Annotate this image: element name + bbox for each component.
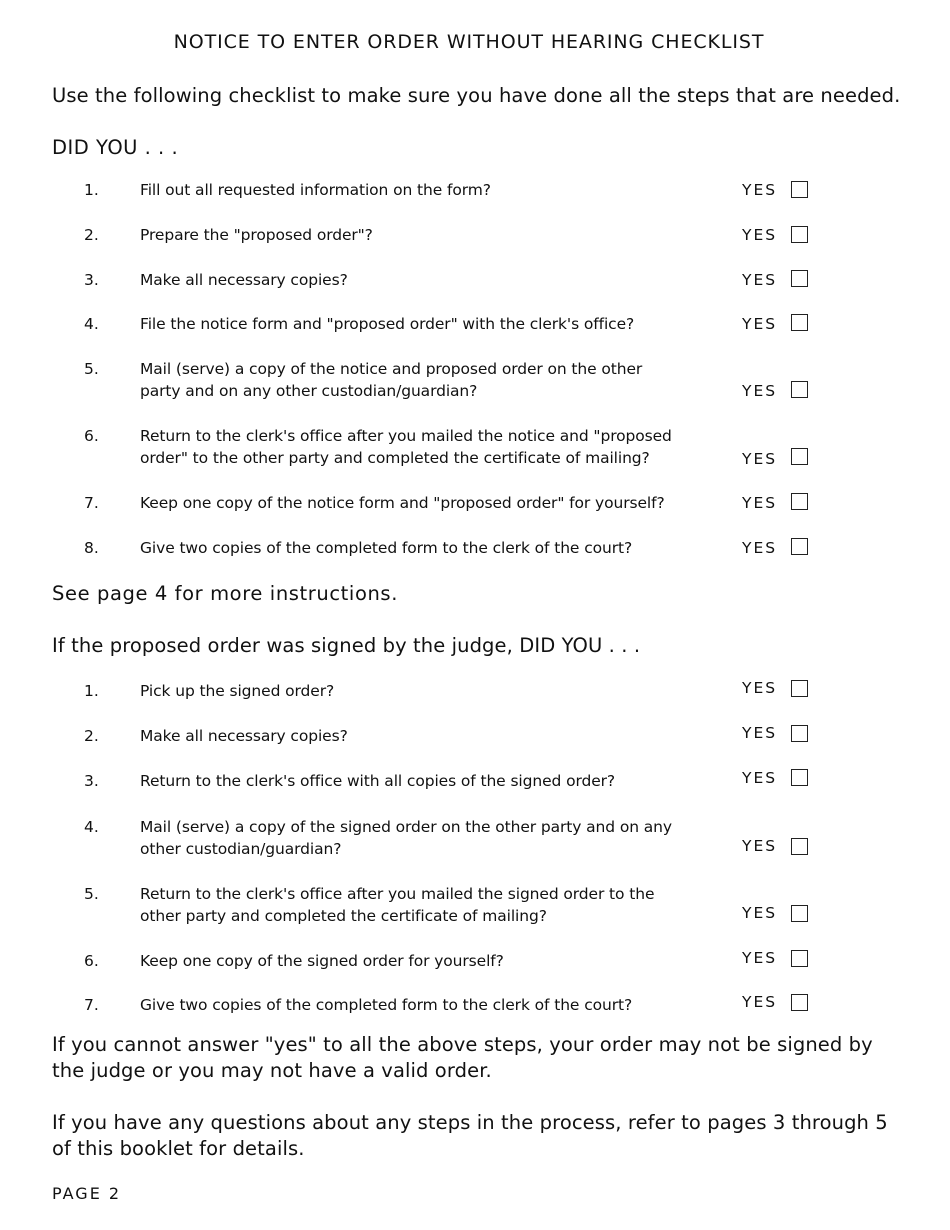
page-title: NOTICE TO ENTER ORDER WITHOUT HEARING CHECKLIST: [173, 31, 765, 53]
yes-checkbox[interactable]: [791, 838, 808, 855]
yes-label: YES: [742, 949, 778, 967]
cannot-answer-note: If you cannot answer "yes" to all the above steps, your order may not be signed by the judge or you may not have a valid order.: [52, 1033, 873, 1082]
yes-checkbox[interactable]: [791, 950, 808, 967]
questions-note: If you have any questions about any steps in the process, refer to pages 3 through 5 of this booklet for details.: [52, 1111, 888, 1160]
yes-checkbox[interactable]: [791, 769, 808, 786]
yes-label: YES: [742, 539, 778, 557]
item-number: 6.: [84, 427, 99, 445]
yes-label: YES: [742, 382, 778, 400]
yes-checkbox[interactable]: [791, 314, 808, 331]
yes-checkbox[interactable]: [791, 381, 808, 398]
yes-label: YES: [742, 271, 778, 289]
checklist-item: [0, 537, 938, 577]
checklist-item: [0, 816, 938, 866]
see-page-note: See page 4 for more instructions.: [52, 582, 398, 605]
yes-checkbox[interactable]: [791, 538, 808, 555]
yes-label: YES: [742, 769, 778, 787]
item-number: 7.: [84, 996, 99, 1014]
checklist-item: [0, 770, 938, 810]
item-number: 2.: [84, 727, 99, 745]
checklist-item: [0, 425, 938, 475]
yes-label: YES: [742, 679, 778, 697]
checklist-item: [0, 224, 938, 264]
yes-label: YES: [742, 904, 778, 922]
item-number: 8.: [84, 539, 99, 557]
intro-text: Use the following checklist to make sure you have done all the steps that are needed.: [52, 84, 901, 107]
item-number: 4.: [84, 818, 99, 836]
item-text: Make all necessary copies?: [140, 271, 348, 289]
item-number: 2.: [84, 226, 99, 244]
checklist-item: [0, 994, 938, 1034]
item-number: 3.: [84, 772, 99, 790]
item-text: Prepare the "proposed order"?: [140, 226, 373, 244]
item-text: Give two copies of the completed form to the clerk of the court?: [140, 539, 633, 557]
yes-checkbox[interactable]: [791, 270, 808, 287]
item-number: 1.: [84, 682, 99, 700]
item-text: Return to the clerk's office after you mailed the signed order to the other party and completed the certificate of mailing?: [140, 885, 655, 925]
item-number: 5.: [84, 360, 99, 378]
yes-label: YES: [742, 226, 778, 244]
item-number: 5.: [84, 885, 99, 903]
checklist-item: [0, 492, 938, 532]
yes-checkbox[interactable]: [791, 226, 808, 243]
checklist-item: [0, 269, 938, 309]
yes-checkbox[interactable]: [791, 905, 808, 922]
yes-checkbox[interactable]: [791, 448, 808, 465]
yes-checkbox[interactable]: [791, 725, 808, 742]
checklist-item: [0, 883, 938, 933]
checklist-item: [0, 950, 938, 990]
yes-checkbox[interactable]: [791, 181, 808, 198]
item-text: Return to the clerk's office after you mailed the notice and "proposed order" to the other party and completed the certificate of mailing?: [140, 427, 672, 467]
yes-label: YES: [742, 993, 778, 1011]
yes-label: YES: [742, 837, 778, 855]
item-text: File the notice form and "proposed order" with the clerk's office?: [140, 315, 635, 333]
item-number: 1.: [84, 181, 99, 199]
yes-label: YES: [742, 181, 778, 199]
item-number: 4.: [84, 315, 99, 333]
item-number: 3.: [84, 271, 99, 289]
item-text: Pick up the signed order?: [140, 682, 335, 700]
yes-label: YES: [742, 494, 778, 512]
checklist-item: [0, 680, 938, 720]
checklist-item: [0, 313, 938, 353]
yes-label: YES: [742, 315, 778, 333]
item-text: Fill out all requested information on the form?: [140, 181, 491, 199]
item-number: 6.: [84, 952, 99, 970]
item-text: Mail (serve) a copy of the notice and proposed order on the other party and on any other custodian/guardian?: [140, 360, 643, 400]
item-text: Keep one copy of the notice form and "proposed order" for yourself?: [140, 494, 665, 512]
item-text: Make all necessary copies?: [140, 727, 348, 745]
checklist-item: [0, 358, 938, 408]
item-text: Return to the clerk's office with all copies of the signed order?: [140, 772, 616, 790]
yes-label: YES: [742, 450, 778, 468]
item-text: Mail (serve) a copy of the signed order on the other party and on any other custodian/guardian?: [140, 818, 672, 858]
item-text: Keep one copy of the signed order for yourself?: [140, 952, 504, 970]
section2-heading: If the proposed order was signed by the judge, DID YOU . . .: [52, 634, 641, 657]
item-number: 7.: [84, 494, 99, 512]
yes-checkbox[interactable]: [791, 493, 808, 510]
checklist-item: [0, 725, 938, 765]
page-number: PAGE 2: [52, 1184, 122, 1203]
checklist-item: [0, 179, 938, 219]
item-text: Give two copies of the completed form to the clerk of the court?: [140, 996, 633, 1014]
section1-heading: DID YOU . . .: [52, 136, 179, 159]
yes-label: YES: [742, 724, 778, 742]
yes-checkbox[interactable]: [791, 994, 808, 1011]
yes-checkbox[interactable]: [791, 680, 808, 697]
